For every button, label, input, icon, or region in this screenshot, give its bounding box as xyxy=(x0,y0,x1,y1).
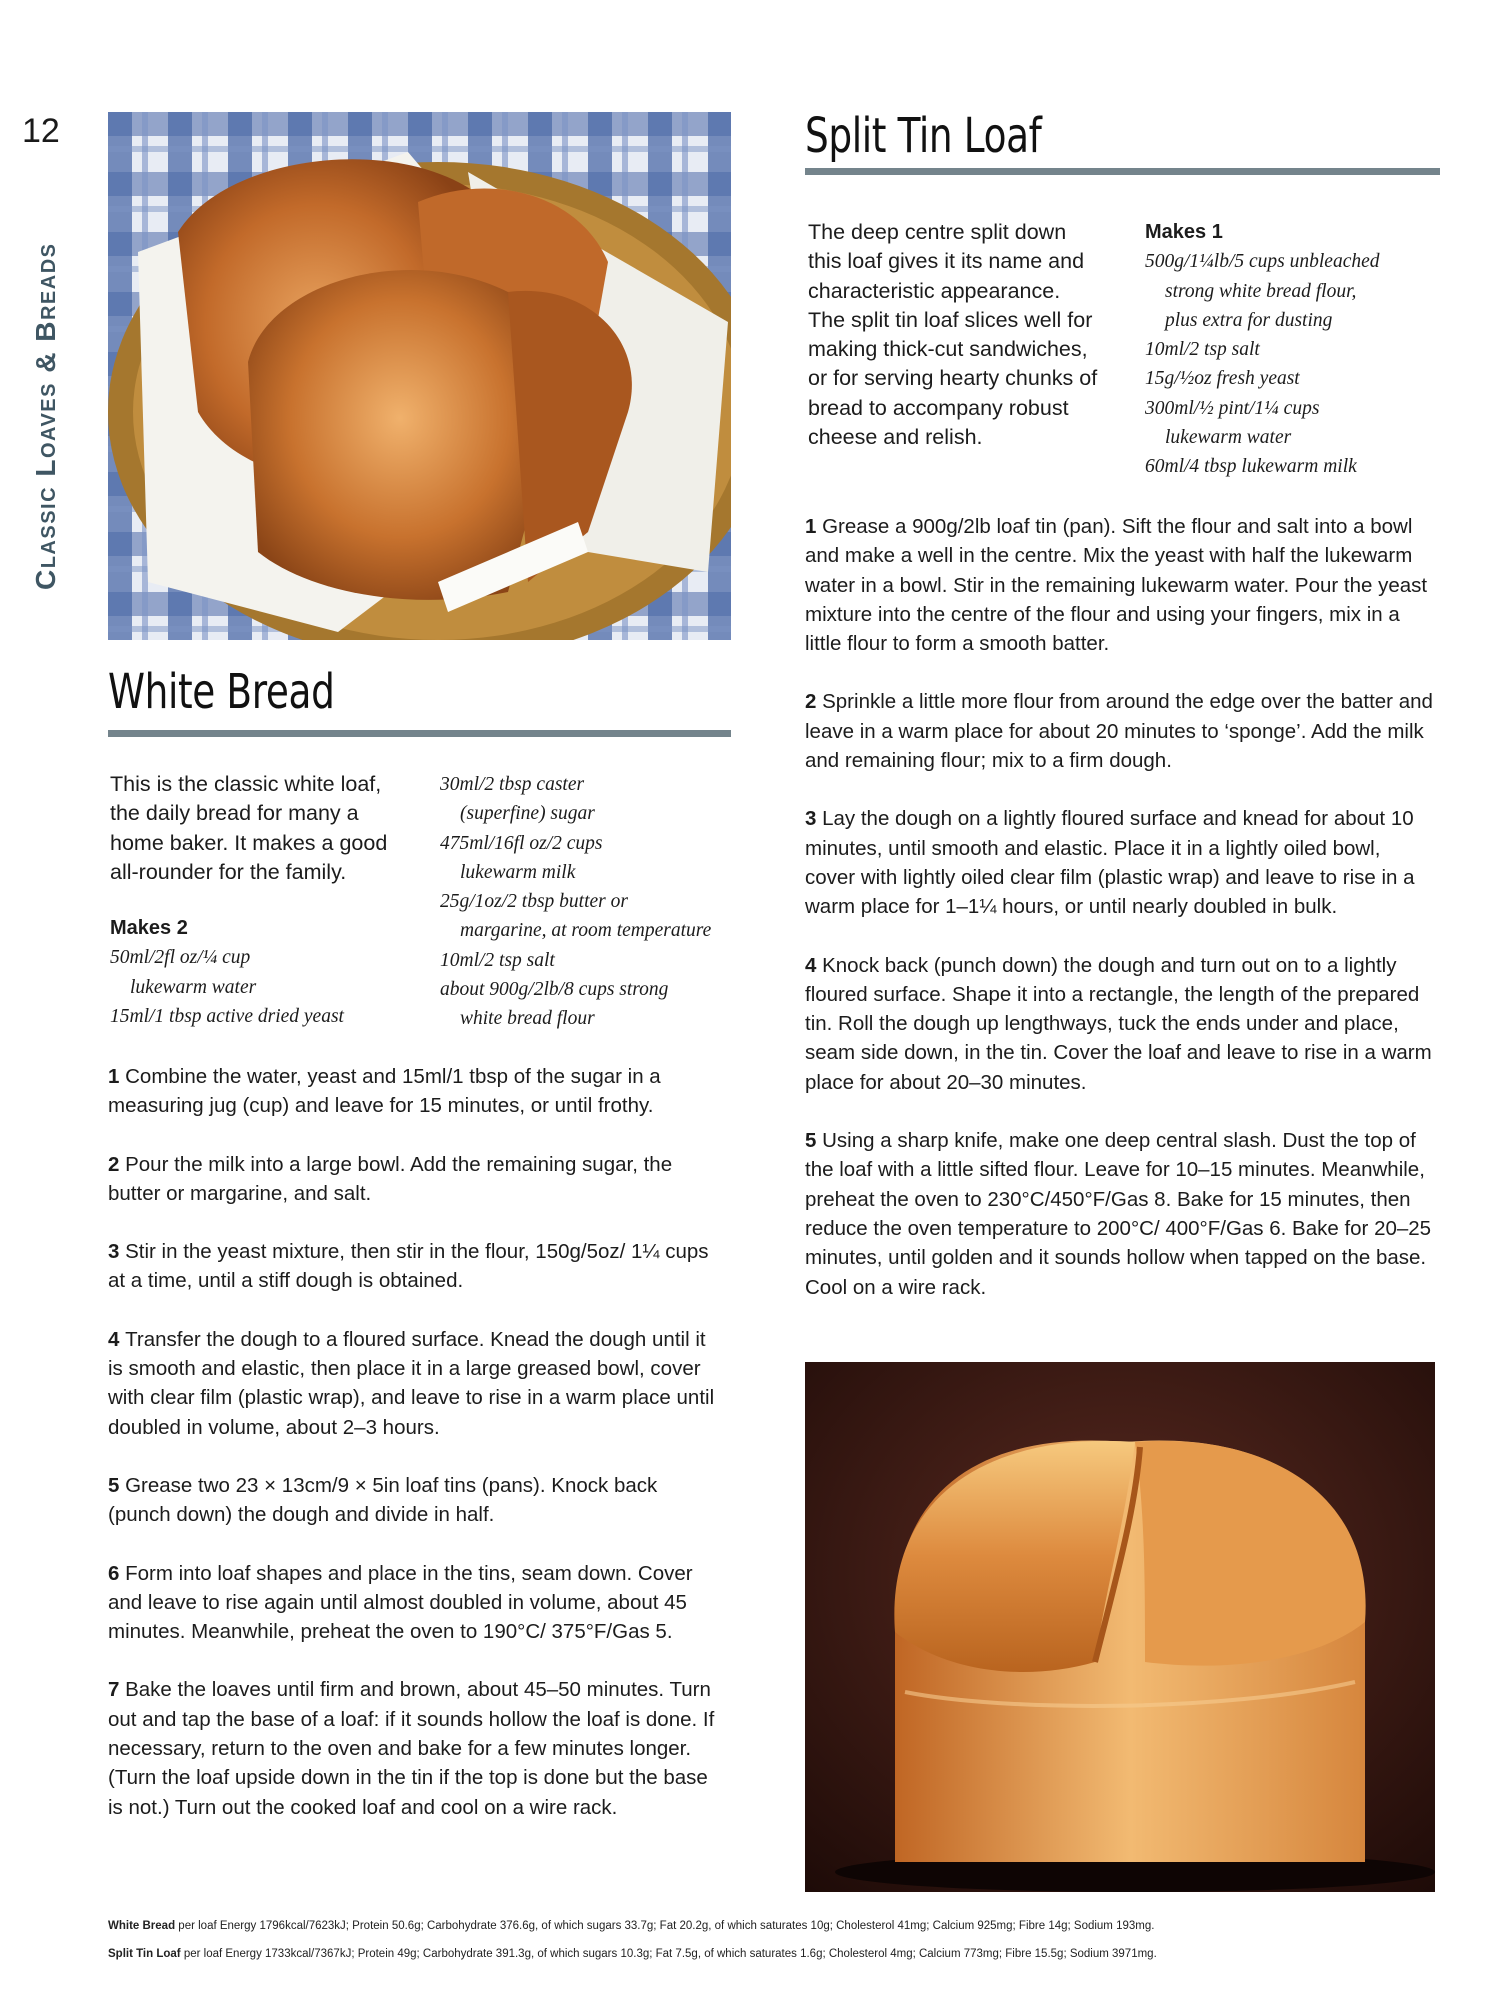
ingredient-line: 50ml/2fl oz/¼ cup xyxy=(110,947,251,969)
step-text: Grease a 900g/2lb loaf tin (pan). Sift the flour and salt into a bowl and make a well in the centre. Mix the yeast with half the lukewarm water in a bowl. Stir in the remaining lukewarm water. Pour the yeast mixture into the centre of the flour and using your fingers, mix in a little flour to form a smooth batter. xyxy=(805,515,1428,656)
nutrition-white-bread xyxy=(108,1920,1154,1932)
ingredient-line: lukewarm water xyxy=(1165,427,1292,449)
step-number: 2 xyxy=(108,1152,120,1176)
ingredient-line: about 900g/2lb/8 cups strong xyxy=(440,979,669,1001)
step-text: Form into loaf shapes and place in the tins, seam down. Cover and leave to rise again until almost doubled in volume, about 45 minutes. Meanwhile, preheat the oven to 190°C/ 375°F/Gas 5. xyxy=(108,1561,693,1644)
step-text: Bake the loaves until firm and brown, about 45–50 minutes. Turn out and tap the base of a loaf: if it sounds hollow the loaf is done. If necessary, return to the oven and bake for a few minutes longer. (Turn the loaf upside down in the tin if the top is done but the base is not.) Turn out the cooked loaf and cool on a wire rack. xyxy=(108,1678,715,1819)
step-number: 4 xyxy=(108,1327,120,1351)
nutrition-split-tin xyxy=(108,1948,1157,1960)
method-step xyxy=(805,1126,1435,1302)
ingredient-line: margarine, at room temperature xyxy=(460,920,712,942)
step-text: Grease two 23 × 13cm/9 × 5in loaf tins (pans). Knock back (punch down) the dough and divide in half. xyxy=(108,1473,658,1527)
step-text: Using a sharp knife, make one deep central slash. Dust the top of the loaf with a little sifted flour. Leave for 10–15 minutes. Meanwhile, preheat the oven to 230°C/450°F/Gas 8. Bake for 15 minutes, then reduce the oven temperature to 200°C/ 400°F/Gas 6. Bake for 20–25 minutes, until golden and it sounds hollow when tapped on the base. Cool on a wire rack. xyxy=(805,1129,1432,1299)
method-step xyxy=(108,1471,720,1530)
split-tin-rule xyxy=(805,168,1440,175)
ingredient-line: 25g/1oz/2 tbsp butter or xyxy=(440,891,628,913)
step-text: Sprinkle a little more flour from around the edge over the batter and leave in a warm place for about 20 minutes to ‘sponge’. Add the milk and remaining flour; mix to a firm dough. xyxy=(805,690,1433,773)
ingredient-line: 15ml/1 tbsp active dried yeast xyxy=(110,1005,344,1027)
split-tin-title: Split Tin Loaf xyxy=(805,108,1042,164)
white-bread-photo xyxy=(108,112,731,640)
white-bread-intro-text: This is the classic white loaf, the daily bread for many a home baker. It makes a good all-rounder for the family. xyxy=(110,772,388,884)
step-number: 1 xyxy=(108,1065,120,1088)
white-bread-ingredients-right xyxy=(440,770,740,1034)
page-number: 12 xyxy=(22,112,60,150)
step-text: Stir in the yeast mixture, then stir in the flour, 150g/5oz/ 1¼ cups at a time, until a stiff dough is obtained. xyxy=(108,1240,709,1293)
split-tin-ingredients xyxy=(1145,218,1440,482)
ingredient-line: (superfine) sugar xyxy=(460,803,595,825)
ingredient-line: lukewarm water xyxy=(130,976,257,998)
step-text: Lay the dough on a lightly floured surface and knead for about 10 minutes, until smooth and elastic. Place it in a lightly oiled bowl, cover with lightly oiled clear film (plastic wrap) and leave to rise in a warm place for 1–1¼ hours, or until nearly doubled in bulk. xyxy=(805,807,1415,919)
nutrition-text: per loaf Energy 1733kcal/7367kJ; Protein 49g; Carbohydrate 391.3g, of which sugars 10.3g; Fat 7.5g, of which saturates 1.6g; Cholesterol 4mg; Calcium 773mg; Fibre 15.5g; Sodium 3971mg. xyxy=(183,1948,1157,1960)
split-tin-intro-text: The deep centre split down this loaf gives it its name and characteristic appearance. The split tin loaf slices well for making thick-cut sandwiches, or for serving hearty chunks of bread to accompany robust cheese and relish. xyxy=(808,220,1098,450)
method-step xyxy=(108,1150,720,1209)
white-bread-makes: Makes 2 xyxy=(110,917,188,939)
method-step xyxy=(108,1559,720,1647)
step-number: 5 xyxy=(805,1129,817,1153)
ingredient-line: 10ml/2 tsp salt xyxy=(440,949,555,971)
ingredient-line: plus extra for dusting xyxy=(1165,309,1333,331)
ingredient-line: white bread flour xyxy=(460,1008,595,1030)
ingredient-line: 475ml/16fl oz/2 cups xyxy=(440,832,603,854)
step-number: 4 xyxy=(805,953,817,977)
ingredient-line: 300ml/½ pint/1¼ cups xyxy=(1145,397,1320,419)
ingredient-line: 60ml/4 tbsp lukewarm milk xyxy=(1145,456,1357,478)
white-bread-rule xyxy=(108,730,731,737)
nutrition-name: Split Tin Loaf xyxy=(108,1948,181,1960)
method-step xyxy=(805,687,1435,775)
step-number: 7 xyxy=(108,1678,120,1702)
step-number: 5 xyxy=(108,1473,120,1497)
white-bread-ingredients-left xyxy=(110,914,410,1031)
step-number: 3 xyxy=(805,807,817,831)
step-text: Knock back (punch down) the dough and turn out on to a lightly floured surface. Shape it into a rectangle, the length of the prepared tin. Roll the dough up lengthways, tuck the ends under and place, seam side down, in the tin. Cover the loaf and leave to rise in a warm place for about 20–30 minutes. xyxy=(805,953,1432,1094)
method-step xyxy=(108,1675,720,1821)
nutrition-name: White Bread xyxy=(108,1920,176,1932)
split-tin-intro xyxy=(808,218,1098,452)
ingredient-line: 500g/1¼lb/5 cups unbleached xyxy=(1145,251,1380,273)
nutrition-text: per loaf Energy 1796kcal/7623kJ; Protein 50.6g; Carbohydrate 376.6g, of which sugars 33.7g; Fat 20.2g, of which saturates 10g; Cholesterol 41mg; Calcium 925mg; Fibre 14g; Sodium 193mg. xyxy=(178,1920,1155,1932)
step-number: 3 xyxy=(108,1240,120,1264)
split-tin-steps xyxy=(805,512,1435,1331)
ingredient-line: strong white bread flour, xyxy=(1165,280,1357,302)
method-step xyxy=(108,1237,720,1296)
section-label: Classic Loaves & Breads xyxy=(30,242,61,590)
white-bread-intro xyxy=(110,770,410,887)
step-number: 1 xyxy=(805,515,817,538)
ingredient-line: 30ml/2 tbsp caster xyxy=(440,774,585,795)
method-step xyxy=(805,804,1435,921)
method-step xyxy=(805,951,1435,1097)
ingredient-line: 10ml/2 tsp salt xyxy=(1145,339,1260,361)
split-tin-makes: Makes 1 xyxy=(1145,221,1223,243)
step-text: Transfer the dough to a floured surface. Knead the dough until it is smooth and elastic, then place it in a large greased bowl, cover with clear film (plastic wrap), and leave to rise in a warm place until doubled in volume, about 2–3 hours. xyxy=(108,1327,715,1439)
step-text: Pour the milk into a large bowl. Add the remaining sugar, the butter or margarine, and salt. xyxy=(108,1152,673,1205)
method-step xyxy=(108,1062,720,1121)
method-step xyxy=(805,512,1435,658)
white-bread-title: White Bread xyxy=(108,664,335,720)
white-bread-steps xyxy=(108,1062,720,1851)
method-step xyxy=(108,1325,720,1442)
ingredient-line: lukewarm milk xyxy=(460,861,576,883)
step-number: 2 xyxy=(805,690,817,714)
step-number: 6 xyxy=(108,1561,120,1585)
split-tin-photo xyxy=(805,1362,1435,1892)
ingredient-line: 15g/½oz fresh yeast xyxy=(1145,368,1300,390)
step-text: Combine the water, yeast and 15ml/1 tbsp of the sugar in a measuring jug (cup) and leave for 15 minutes, or until frothy. xyxy=(108,1065,661,1118)
